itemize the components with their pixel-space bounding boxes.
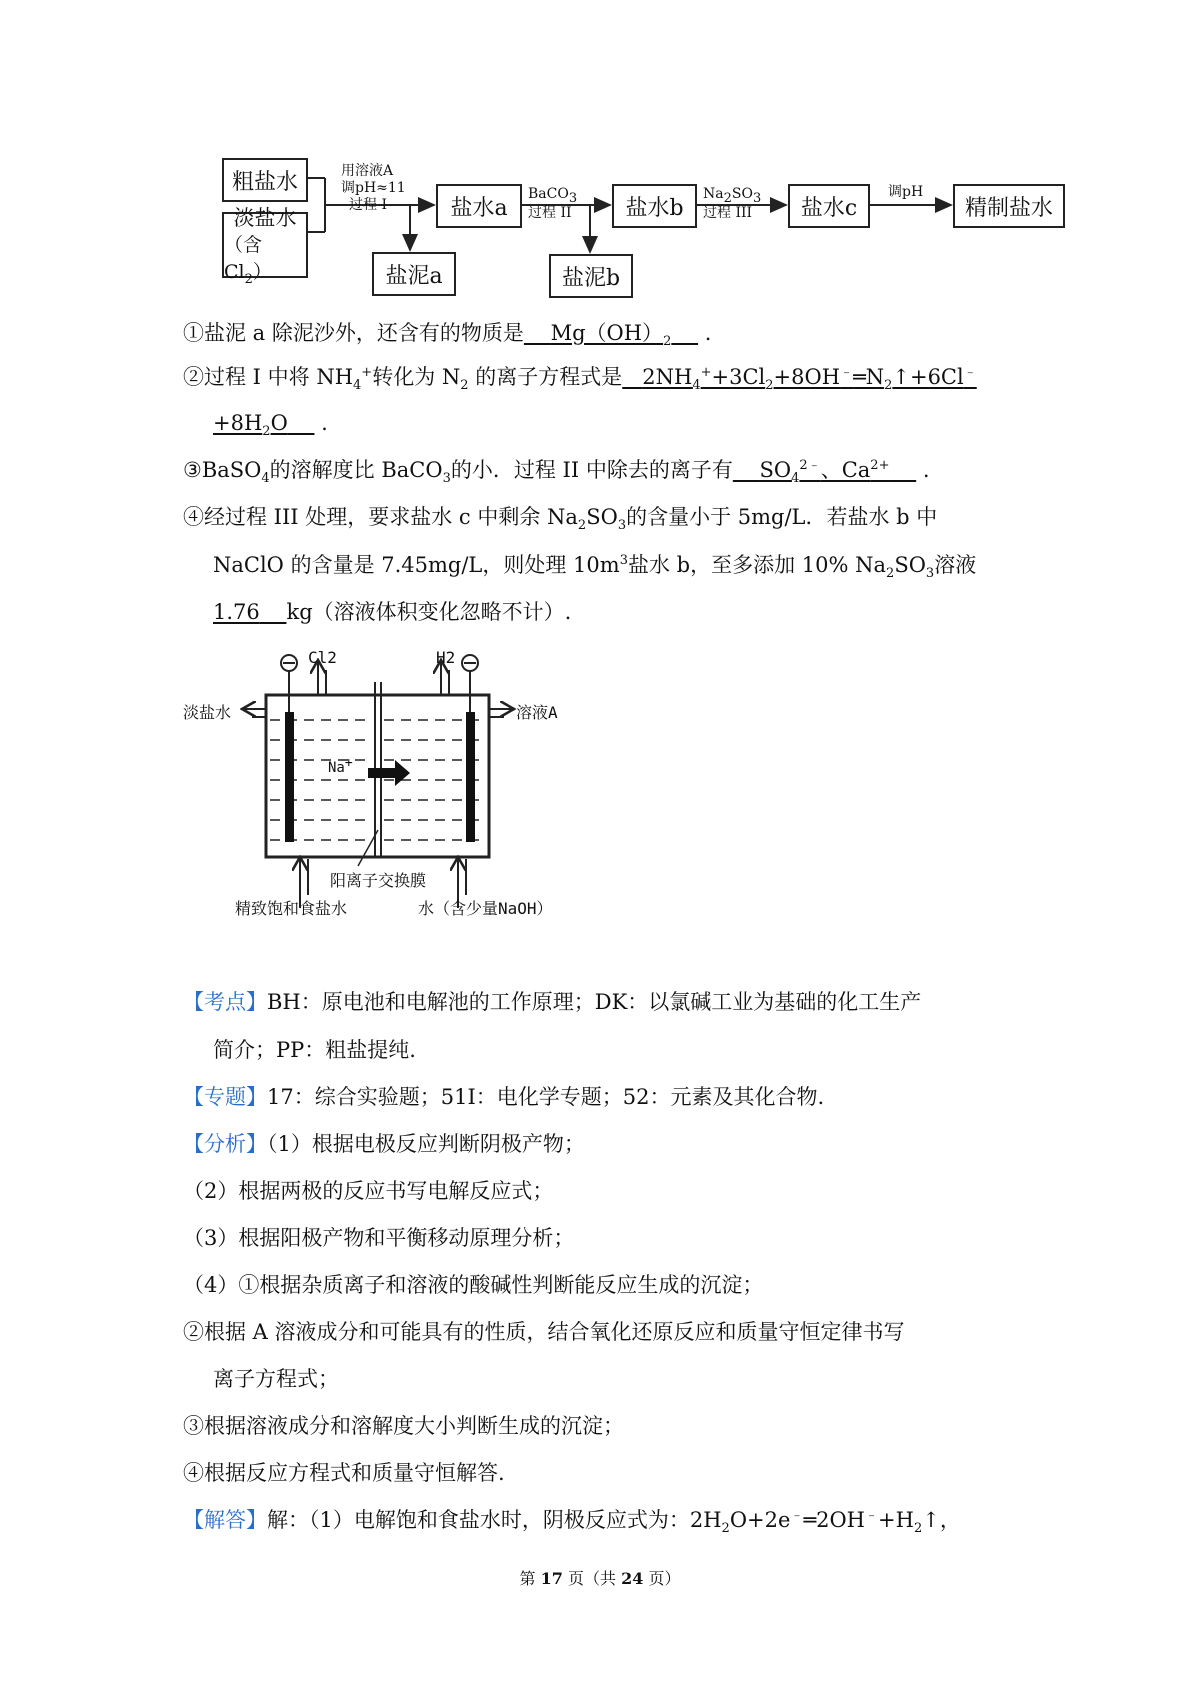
label-p2-bottom: 过程 II (528, 205, 572, 221)
q2-answer-cont: $+8H_2O$ (213, 411, 288, 440)
label-out-solution-a: 溶液A (516, 703, 558, 722)
label-in-water: 水（含少量NaOH） (418, 899, 553, 918)
label-process-3 (703, 186, 761, 222)
cathode-electrode (466, 712, 475, 842)
label-process-2 (528, 186, 577, 222)
fenxi-tag: 【分析】 (183, 1132, 267, 1156)
kaodian-line1: 【考点】BH：原电池和电解池的工作原理；DK：以氯碱工业为基础的化工生产 (183, 990, 922, 1014)
q1-line: ①盐泥 a 除泥沙外，还含有的物质是 $Mg(OH)_2$ . (183, 321, 712, 350)
box-mud-a: 盐泥a (372, 252, 456, 296)
fenxi-line7: ③根据溶液成分和溶解度大小判断生成的沉淀； (183, 1414, 624, 1438)
box-brine-b: 盐水b (612, 184, 697, 228)
label-p3-top: $Na_2SO_3$ (703, 186, 762, 206)
label-adjust-ph: 调pH (888, 184, 924, 200)
q2-line2: $+8H_2O$ . (213, 411, 328, 440)
box-mud-b: 盐泥b (549, 254, 633, 298)
label-out-dilute: 淡盐水 (183, 703, 232, 722)
label-h2: H2 (436, 648, 456, 667)
zhuanti-tag: 【专题】 (183, 1085, 267, 1109)
label-in-saturated-brine: 精致饱和食盐水 (235, 899, 348, 918)
anode-electrode (285, 712, 294, 842)
q2-line1: ②过程 I 中将 $NH_4^+$转化为 $N_2$ 的离子方程式是 $2NH_4^++3Cl_2+8OH^﹣═N_2↑+6Cl^﹣$ (183, 365, 977, 394)
label-p3-bottom: 过程 III (703, 205, 753, 221)
fenxi-line6: 离子方程式； (213, 1367, 339, 1391)
box-dilute-brine (222, 205, 308, 287)
q4-line2: NaClO 的含量是 7.45mg/L，则处理 $10m^3$盐水 b，至多添加 10% $Na_2SO_3$溶液 (213, 553, 977, 582)
fenxi-line5: ②根据 A 溶液成分和可能具有的性质，结合氧化还原反应和质量守恒定律书写 (183, 1320, 905, 1344)
label-p1-line3: 过程 I (349, 197, 387, 213)
box-dilute-line2: （含$Cl_2$） (224, 233, 272, 287)
jieda-line: 【解答】解：（1）电解饱和食盐水时，阴极反应式为：$2H_2O+2e^﹣═2OH^﹣+H_2↑$， (183, 1508, 961, 1537)
jieda-tag: 【解答】 (183, 1508, 267, 1532)
page-total: 24 (621, 1569, 644, 1588)
box-dilute-line1: 淡盐水 (233, 205, 297, 230)
box-crude-brine: 粗盐水 (222, 158, 308, 202)
q3-line: ③BaSO$_4$的溶解度比 BaCO$_3$的小．过程 II 中除去的离子有 $SO_4^{2﹣}$、$Ca^{2+}$ . (183, 458, 930, 487)
label-process-1 (341, 163, 406, 214)
box-brine-c: 盐水c (788, 184, 870, 228)
kaodian-tag: 【考点】 (183, 990, 267, 1014)
label-p2-top: BaCO$_3$ (528, 186, 578, 206)
fenxi-line1: 【分析】（1）根据电极反应判断阴极产物； (183, 1132, 585, 1156)
fenxi-line2: （2）根据两极的反应书写电解反应式； (183, 1179, 554, 1203)
label-membrane: 阳离子交换膜 (330, 871, 427, 890)
q1-answer: $Mg(OH)_2$ (550, 321, 672, 350)
fenxi-line8: ④根据反应方程式和质量守恒解答. (183, 1461, 505, 1485)
kaodian-line2: 简介；PP：粗盐提纯. (213, 1038, 416, 1062)
label-p1-line2: 调pH≈11 (341, 180, 406, 196)
page-number: 17 (540, 1569, 563, 1588)
box-refined-brine: 精制盐水 (953, 184, 1065, 228)
label-cl2: Cl2 (308, 648, 337, 667)
label-na-ion: Na+ (328, 755, 353, 776)
cell-drawing (0, 640, 1200, 930)
q3-answer: $SO_4^{2﹣}$、$Ca^{2+}$ (759, 458, 890, 487)
q4-line1: ④经过程 III 处理，要求盐水 c 中剩余 $Na_2SO_3$的含量小于 5mg/L．若盐水 b 中 (183, 505, 938, 534)
page-footer: 第 17 页（共 24 页） (519, 1569, 681, 1588)
q2-answer: $2NH_4^++3Cl_2+8OH^﹣═N_2↑+6Cl^﹣$ (642, 365, 977, 394)
q4-answer: 1.76 (213, 600, 260, 624)
box-brine-a: 盐水a (436, 184, 522, 228)
label-p1-line1: 用溶液A (341, 163, 394, 179)
q4-line3: 1.76 kg（溶液体积变化忽略不计）. (213, 600, 572, 624)
zhuanti-line: 【专题】17：综合实验题；51I：电化学专题；52：元素及其化合物. (183, 1085, 825, 1109)
fenxi-line3: （3）根据阳极产物和平衡移动原理分析； (183, 1226, 575, 1250)
fenxi-line4: （4）①根据杂质离子和溶液的酸碱性判断能反应生成的沉淀； (183, 1273, 764, 1297)
